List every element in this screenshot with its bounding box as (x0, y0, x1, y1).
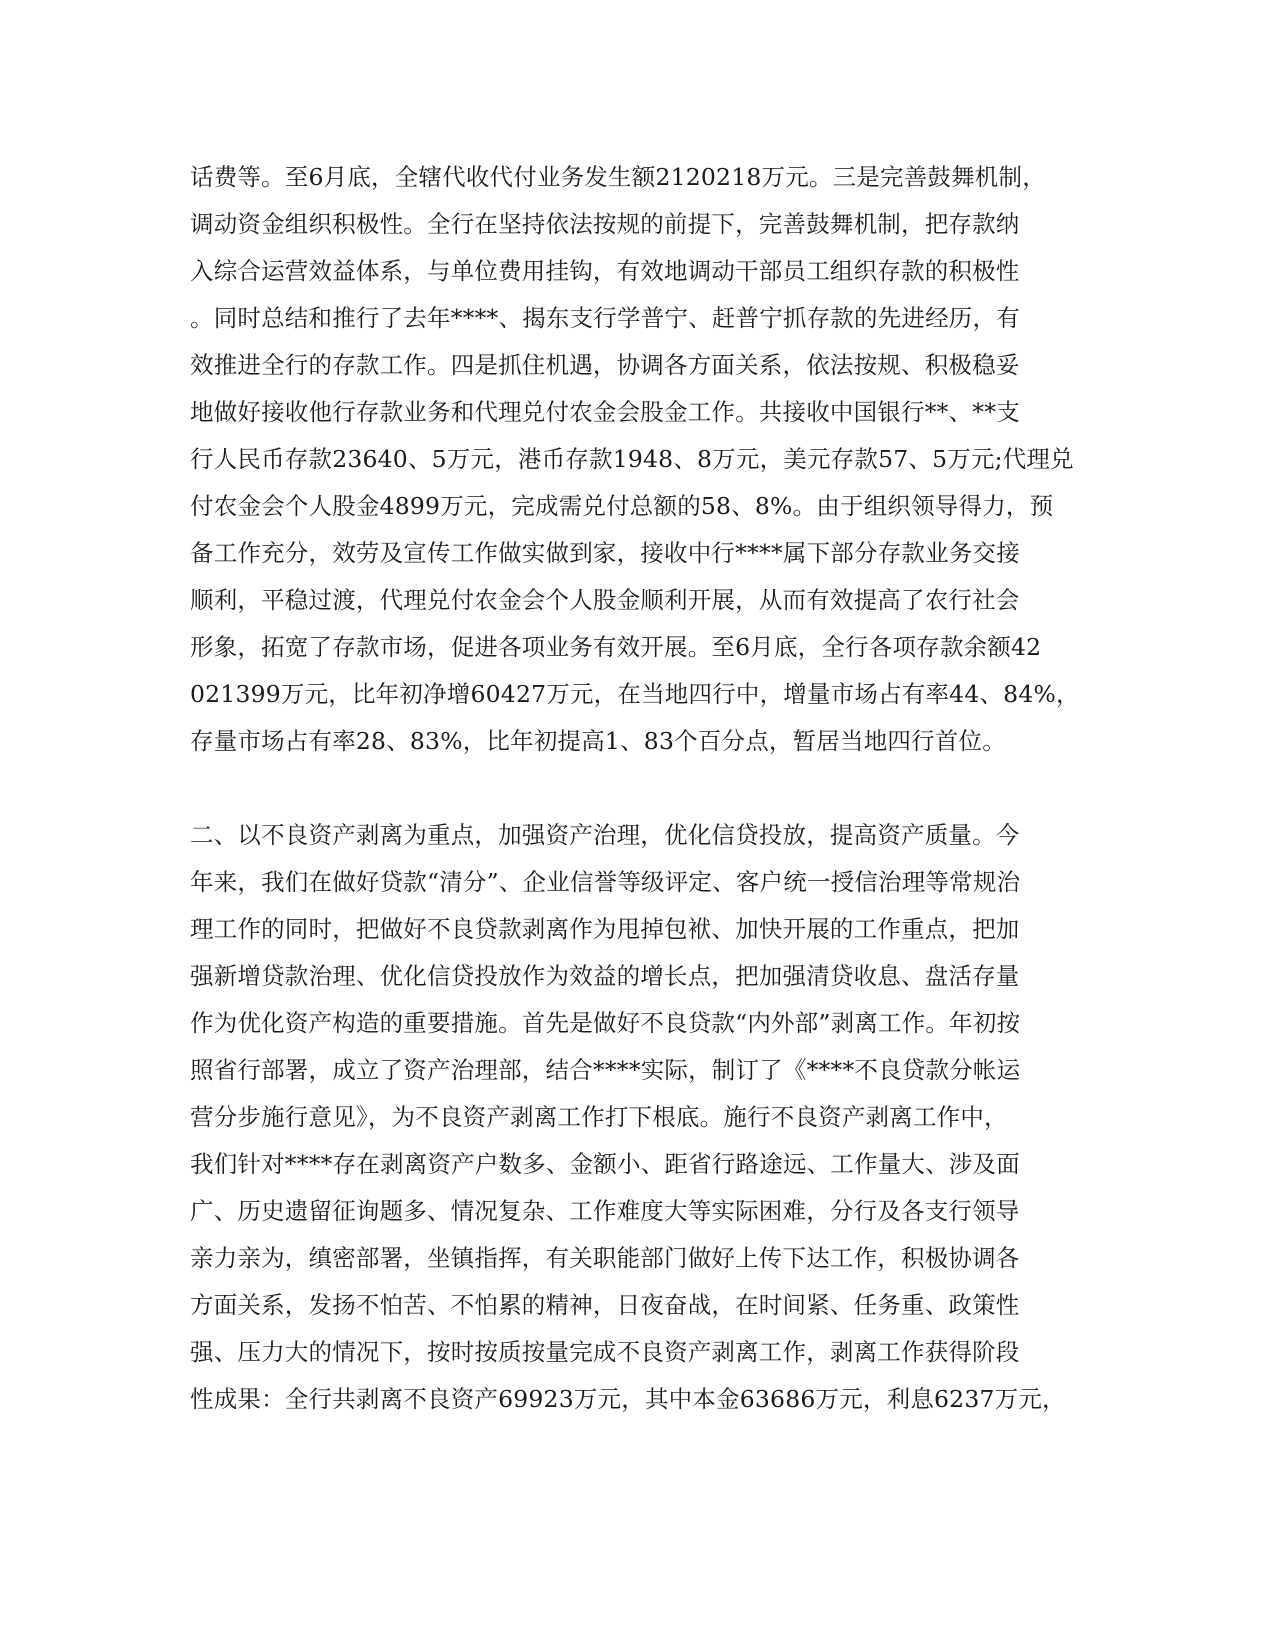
body-paragraph-2 (190, 812, 1090, 1423)
text-line: 地做好接收他行存款业务和代理兑付农金会股金工作。共接收中国银行**、**支 (190, 398, 1020, 426)
text-line: 我们针对****存在剥离资产户数多、金额小、距省行路途远、工作量大、涉及面 (190, 1150, 1020, 1178)
text-line: 入综合运营效益体系，与单位费用挂钩，有效地调动干部员工组织存款的积极性 (190, 257, 1020, 285)
text-line: 年来，我们在做好贷款“清分”、企业信誉等级评定、客户统一授信治理等常规治 (190, 868, 1021, 896)
text-line: 营分步施行意见》，为不良资产剥离工作打下根底。施行不良资产剥离工作中， (190, 1103, 1008, 1131)
text-line: 方面关系，发扬不怕苦、不怕累的精神，日夜奋战，在时间紧、任务重、政策性 (190, 1291, 1020, 1319)
text-line: 备工作充分，效劳及宣传工作做实做到家，接收中行****属下部分存款业务交接 (190, 539, 1020, 567)
text-line: 强新增贷款治理、优化信贷投放作为效益的增长点，把加强清贷收息、盘活存量 (190, 962, 1020, 990)
text-line: 存量市场占有率28、83%，比年初提高1、83个百分点，暂居当地四行首位。 (190, 727, 1006, 755)
text-line: 行人民币存款23640、5万元，港币存款1948、8万元，美元存款57、5万元;代理兑 (190, 445, 1074, 473)
text-line: 亲力亲为，缜密部署，坐镇指挥，有关职能部门做好上传下达工作，积极协调各 (190, 1244, 1020, 1272)
text-line: 照省行部署，成立了资产治理部，结合****实际，制订了《****不良贷款分帐运 (190, 1056, 1021, 1084)
text-line: 二、以不良资产剥离为重点，加强资产治理，优化信贷投放，提高资产质量。今 (190, 821, 1020, 849)
text-line: 理工作的同时，把做好不良贷款剥离作为甩掉包袱、加快开展的工作重点，把加 (190, 915, 1020, 943)
body-paragraph-1 (190, 154, 1090, 765)
text-line: 调动资金组织积极性。全行在坚持依法按规的前提下，完善鼓舞机制，把存款纳 (190, 210, 1020, 238)
text-line: 。同时总结和推行了去年****、揭东支行学普宁、赶普宁抓存款的先进经历，有 (190, 304, 1020, 332)
text-line: 顺利，平稳过渡，代理兑付农金会个人股金顺利开展，从而有效提高了农行社会 (190, 586, 1020, 614)
text-line: 广、历史遗留征询题多、情况复杂、工作难度大等实际困难，分行及各支行领导 (190, 1197, 1020, 1225)
text-line: 021399万元，比年初净增60427万元，在当地四行中，增量市场占有率44、84%， (190, 680, 1080, 708)
text-line: 效推进全行的存款工作。四是抓住机遇，协调各方面关系，依法按规、积极稳妥 (190, 351, 1020, 379)
text-line: 付农金会个人股金4899万元，完成需兑付总额的58、8%。由于组织领导得力，预 (190, 492, 1054, 520)
text-line: 性成果：全行共剥离不良资产69923万元，其中本金63686万元，利息6237万元， (190, 1385, 1066, 1413)
text-line: 作为优化资产构造的重要措施。首先是做好不良贷款“内外部”剥离工作。年初按 (190, 1009, 1021, 1037)
text-line: 强、压力大的情况下，按时按质按量完成不良资产剥离工作，剥离工作获得阶段 (190, 1338, 1020, 1366)
text-line: 形象，拓宽了存款市场，促进各项业务有效开展。至6月底，全行各项存款余额42 (190, 633, 1042, 661)
text-line: 话费等。至6月底，全辖代收代付业务发生额2120218万元。三是完善鼓舞机制， (190, 163, 1046, 191)
